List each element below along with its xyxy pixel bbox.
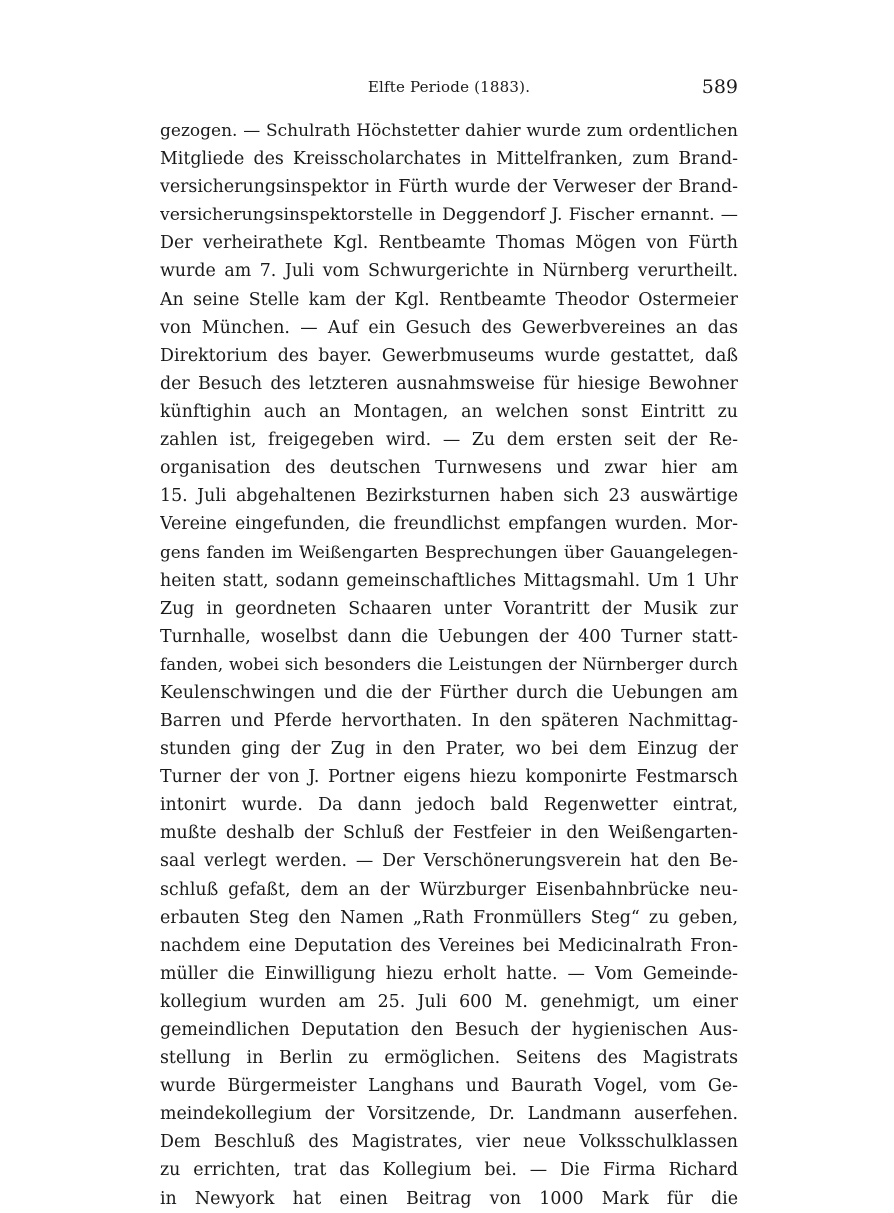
text-line: künftighin auch an Montagen, an welchen sonst Eintritt zu <box>160 401 738 422</box>
text-line: gezogen. — Schulrath Höchstetter dahier wurde zum ordentlichen <box>160 121 738 141</box>
text-line: zahlen ist, freigegeben wird. — Zu dem ersten seit der Re- <box>160 430 738 451</box>
text-line: mußte deshalb der Schluß der Festfeier in den Weißengarten- <box>160 823 738 844</box>
text-line: versicherungsinspektorstelle in Deggendorf J. Fischer ernannt. — <box>160 205 738 226</box>
text-line: Turnhalle, woselbst dann die Uebungen der 400 Turner statt- <box>160 626 738 647</box>
text-line: saal verlegt werden. — Der Verschönerungsverein hat den Be- <box>160 851 738 872</box>
text-line: kollegium wurden am 25. Juli 600 M. genehmigt, um einer <box>160 991 738 1012</box>
text-line: schluß gefaßt, dem an der Würzburger Eisenbahnbrücke neu- <box>160 879 738 900</box>
text-line: wurde Bürgermeister Langhans und Baurath Vogel, vom Ge- <box>160 1076 738 1097</box>
text-line: 15. Juli abgehaltenen Bezirksturnen haben sich 23 auswärtige <box>160 486 738 507</box>
text-line: fanden, wobei sich besonders die Leistungen der Nürnberger durch <box>160 654 738 674</box>
text-line: gens fanden im Weißengarten Besprechungen über Gauangelegen- <box>160 542 738 563</box>
text-line: versicherungsinspektor in Fürth wurde der Verweser der Brand- <box>160 177 738 198</box>
text-line: heiten statt, sodann gemeinschaftliches Mittagsmahl. Um 1 Uhr <box>160 570 738 591</box>
text-line: müller die Einwilligung hiezu erholt hatte. — Vom Gemeinde- <box>160 963 738 984</box>
text-line: Direktorium des bayer. Gewerbmuseums wurde gestattet, daß <box>160 345 738 366</box>
running-head-title: Elfte Periode (1883). <box>367 78 531 96</box>
text-line: Turner der von J. Portner eigens hiezu komponirte Festmarsch <box>160 767 738 788</box>
text-line: stellung in Berlin zu ermöglichen. Seitens des Magistrats <box>160 1048 738 1069</box>
text-line: Keulenschwingen und die der Fürther durch die Uebungen am <box>160 682 738 703</box>
text-line: Dem Beschluß des Magistrates, vier neue Volksschulklassen <box>160 1132 738 1153</box>
text-line: wurde am 7. Juli vom Schwurgerichte in Nürnberg verurtheilt. <box>160 261 738 282</box>
text-line: der Besuch des letzteren ausnahmsweise für hiesige Bewohner <box>160 373 738 394</box>
text-line: An seine Stelle kam der Kgl. Rentbeamte Theodor Ostermeier <box>160 289 738 310</box>
text-line: Barren und Pferde hervorthaten. In den späteren Nachmittag- <box>160 710 738 731</box>
text-line: organisation des deutschen Turnwesens und zwar hier am <box>160 458 738 479</box>
page-number: 589 <box>701 76 738 98</box>
text-line: erbauten Steg den Namen „Rath Fronmüllers Steg“ zu geben, <box>160 907 738 928</box>
text-line: Mitgliede des Kreisscholarchates in Mittelfranken, zum Brand- <box>160 149 738 170</box>
text-line: Der verheirathete Kgl. Rentbeamte Thomas Mögen von Fürth <box>160 233 738 254</box>
text-line: intonirt wurde. Da dann jedoch bald Regenwetter eintrat, <box>160 795 738 816</box>
text-line: zu errichten, trat das Kollegium bei. — Die Firma Richard <box>160 1160 738 1181</box>
text-line: Zug in geordneten Schaaren unter Vorantritt der Musik zur <box>160 598 738 619</box>
text-line: nachdem eine Deputation des Vereines bei Medicinalrath Fron- <box>160 935 738 956</box>
text-line: in Newyork hat einen Beitrag von 1000 Mark für die <box>160 1188 738 1209</box>
text-line: meindekollegium der Vorsitzende, Dr. Landmann auserfehen. <box>160 1104 738 1125</box>
text-line: gemeindlichen Deputation den Besuch der hygienischen Aus- <box>160 1020 738 1040</box>
text-line: von München. — Auf ein Gesuch des Gewerbvereines an das <box>160 317 738 338</box>
body-text <box>160 117 738 1213</box>
text-line: stunden ging der Zug in den Prater, wo bei dem Einzug der <box>160 739 738 760</box>
running-head <box>160 76 738 102</box>
text-line: Vereine eingefunden, die freundlichst empfangen wurden. Mor- <box>160 514 738 535</box>
